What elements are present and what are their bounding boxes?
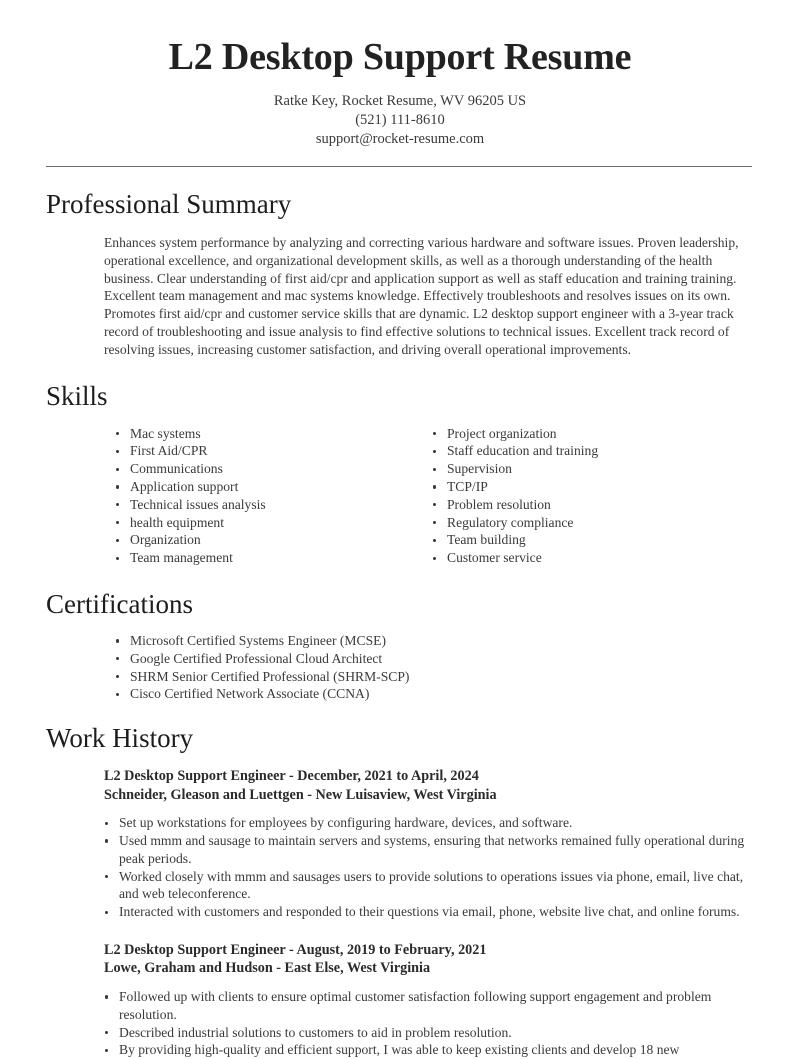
list-item: Application support <box>115 478 432 496</box>
job-bullet-list <box>104 988 752 1059</box>
skills-list-left <box>115 425 432 567</box>
page-title: L2 Desktop Support Resume <box>168 36 632 78</box>
list-item: Customer service <box>432 549 749 567</box>
job-title: L2 Desktop Support Engineer - August, 2019 to February, 2021 <box>104 941 487 958</box>
contact-email: support@rocket-resume.com <box>315 131 485 147</box>
list-item: Microsoft Certified Systems Engineer (MCSE) <box>115 632 752 650</box>
list-item: Staff education and training <box>432 442 749 460</box>
job-bullet: By providing high-quality and efficient support, I was able to keep existing clients and develop 18 new <box>104 1041 752 1059</box>
job-bullet: Followed up with clients to ensure optimal customer satisfaction following support engagement and problem resolution. <box>104 988 752 1024</box>
list-item: Regulatory compliance <box>432 514 749 532</box>
work-history-jobs <box>46 767 752 1059</box>
summary-paragraph: Enhances system performance by analyzing and correcting various hardware and software issues. Proven leadership, operational excellence, and organizational development skills, as well as a thorough understanding of the health business. Clear understanding of first aid/cpr and application support as well as staff education and training training. Excellent team management and mac systems knowledge. Effectively troubleshoots and resolves issues on its own. Promotes first aid/cpr and customer service skills that are dynamic. L2 desktop support engineer with a 3-year track record of troubleshooting and issue analysis to find effective solutions to technical issues. Excellent track record of resolving issues, increasing customer satisfaction, and driving overall operational improvements. <box>104 235 739 357</box>
skills-column-right <box>432 425 749 567</box>
section-heading-work-history: Work History <box>46 723 194 754</box>
list-item: TCP/IP <box>432 478 749 496</box>
list-item: SHRM Senior Certified Professional (SHRM-SCP) <box>115 668 752 686</box>
contact-phone: (521) 111-8610 <box>355 112 445 128</box>
certifications-list <box>115 632 752 703</box>
list-item: Technical issues analysis <box>115 496 432 514</box>
work-history-entry <box>46 941 752 1059</box>
contact-address: Ratke Key, Rocket Resume, WV 96205 US <box>273 93 527 109</box>
list-item: Organization <box>115 531 432 549</box>
list-item: Team building <box>432 531 749 549</box>
section-work-history <box>0 722 800 1059</box>
job-bullet: Described industrial solutions to customers to aid in problem resolution. <box>104 1024 752 1042</box>
job-bullet: Interacted with customers and responded to their questions via email, phone, website live chat, and online forums. <box>104 903 752 921</box>
list-item: First Aid/CPR <box>115 442 432 460</box>
list-item: Google Certified Professional Cloud Architect <box>115 650 752 668</box>
job-bullet: Worked closely with mmm and sausages users to provide solutions to operations issues via phone, email, live chat, and web teleconference. <box>104 868 752 904</box>
list-item: health equipment <box>115 514 432 532</box>
section-certifications <box>0 588 800 703</box>
list-item: Problem resolution <box>432 496 749 514</box>
job-company: Schneider, Gleason and Luettgen - New Luisaview, West Virginia <box>104 786 497 803</box>
skills-list-right <box>432 425 749 567</box>
work-history-entry <box>46 767 752 921</box>
job-company: Lowe, Graham and Hudson - East Else, West Virginia <box>104 960 431 977</box>
list-item: Cisco Certified Network Associate (CCNA) <box>115 685 752 703</box>
section-heading-summary: Professional Summary <box>46 189 292 219</box>
list-item: Supervision <box>432 460 749 478</box>
list-item: Project organization <box>432 425 749 443</box>
job-title: L2 Desktop Support Engineer - December, 2021 to April, 2024 <box>104 768 479 785</box>
job-bullet: Set up workstations for employees by configuring hardware, devices, and software. <box>104 814 752 832</box>
list-item: Team management <box>115 549 432 567</box>
job-bullet-list <box>104 814 752 921</box>
skills-column-left <box>115 425 432 567</box>
section-heading-certifications: Certifications <box>46 588 193 619</box>
skills-columns <box>46 425 752 567</box>
job-bullet: Used mmm and sausage to maintain servers and systems, ensuring that networks remained fully operational during peak periods. <box>104 832 752 868</box>
list-item: Communications <box>115 460 432 478</box>
section-heading-skills: Skills <box>46 380 108 411</box>
list-item: Mac systems <box>115 425 432 443</box>
resume-header <box>0 0 800 149</box>
section-skills <box>0 380 800 567</box>
section-professional-summary <box>0 188 800 359</box>
